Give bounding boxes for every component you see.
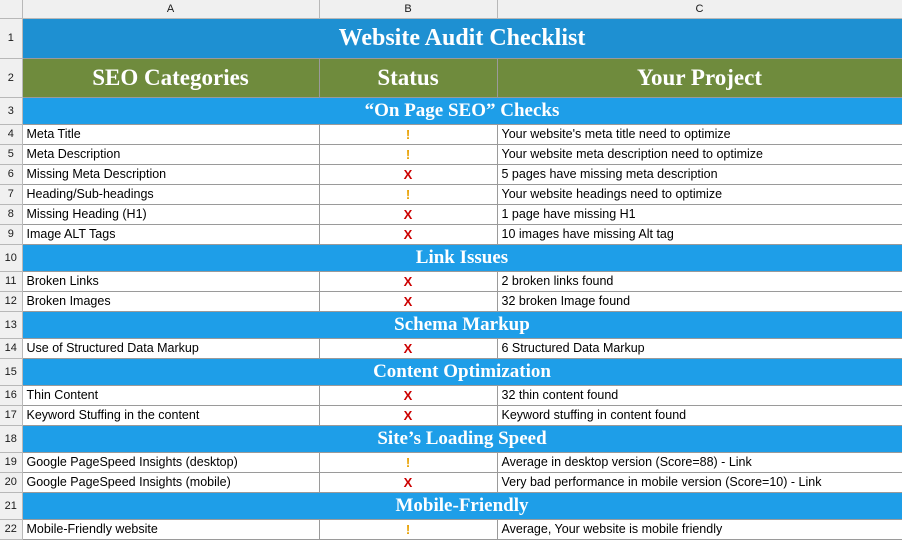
- section-header: Content Optimization: [22, 358, 902, 385]
- row-number[interactable]: 8: [0, 204, 22, 224]
- column-header-c[interactable]: C: [497, 0, 902, 18]
- sheet-title: Website Audit Checklist: [22, 18, 902, 58]
- warning-icon: !: [405, 454, 411, 470]
- category-cell[interactable]: Missing Heading (H1): [22, 204, 319, 224]
- project-note-cell[interactable]: Keyword stuffing in content found: [497, 405, 902, 425]
- table-row: [0, 204, 902, 224]
- warning-icon: !: [405, 146, 411, 162]
- table-row: [0, 144, 902, 164]
- table-row: [0, 492, 902, 519]
- table-row: [0, 405, 902, 425]
- row-number[interactable]: 10: [0, 244, 22, 271]
- row-number[interactable]: 11: [0, 271, 22, 291]
- project-note-cell[interactable]: Your website's meta title need to optimize: [497, 124, 902, 144]
- column-header-b[interactable]: B: [319, 0, 497, 18]
- category-cell[interactable]: Missing Meta Description: [22, 164, 319, 184]
- row-number[interactable]: 22: [0, 519, 22, 539]
- category-cell[interactable]: Meta Title: [22, 124, 319, 144]
- project-note-cell[interactable]: 5 pages have missing meta description: [497, 164, 902, 184]
- category-cell[interactable]: Meta Description: [22, 144, 319, 164]
- section-header: “On Page SEO” Checks: [22, 97, 902, 124]
- category-cell[interactable]: Mobile-Friendly website: [22, 519, 319, 539]
- status-cell[interactable]: [319, 472, 497, 492]
- row-number[interactable]: 20: [0, 472, 22, 492]
- table-row: [0, 519, 902, 539]
- project-note-cell[interactable]: 32 thin content found: [497, 385, 902, 405]
- project-note-cell[interactable]: Your website headings need to optimize: [497, 184, 902, 204]
- status-cell[interactable]: [319, 519, 497, 539]
- row-number[interactable]: 3: [0, 97, 22, 124]
- category-cell[interactable]: Google PageSpeed Insights (desktop): [22, 452, 319, 472]
- table-row: [0, 425, 902, 452]
- category-cell[interactable]: Image ALT Tags: [22, 224, 319, 244]
- cross-icon: X: [403, 340, 413, 356]
- table-row: [0, 358, 902, 385]
- table-row: [0, 58, 902, 97]
- status-cell[interactable]: [319, 144, 497, 164]
- table-row: [0, 271, 902, 291]
- table-row: [0, 472, 902, 492]
- cross-icon: X: [403, 226, 413, 242]
- project-note-cell[interactable]: 6 Structured Data Markup: [497, 338, 902, 358]
- table-row: [0, 164, 902, 184]
- table-row: [0, 385, 902, 405]
- category-cell[interactable]: Broken Images: [22, 291, 319, 311]
- row-number[interactable]: 19: [0, 452, 22, 472]
- column-title-a: SEO Categories: [22, 58, 319, 97]
- row-number[interactable]: 4: [0, 124, 22, 144]
- row-number[interactable]: 7: [0, 184, 22, 204]
- project-note-cell[interactable]: 10 images have missing Alt tag: [497, 224, 902, 244]
- row-number[interactable]: 16: [0, 385, 22, 405]
- project-note-cell[interactable]: Very bad performance in mobile version (Score=10) - Link: [497, 472, 902, 492]
- project-note-cell[interactable]: 32 broken Image found: [497, 291, 902, 311]
- column-header-row: [0, 0, 902, 18]
- row-number[interactable]: 9: [0, 224, 22, 244]
- warning-icon: !: [405, 521, 411, 537]
- project-note-cell[interactable]: Your website meta description need to optimize: [497, 144, 902, 164]
- warning-icon: !: [405, 186, 411, 202]
- table-row: [0, 18, 902, 58]
- status-cell[interactable]: [319, 164, 497, 184]
- table-row: [0, 311, 902, 338]
- section-header: Site’s Loading Speed: [22, 425, 902, 452]
- table-row: [0, 244, 902, 271]
- project-note-cell[interactable]: 1 page have missing H1: [497, 204, 902, 224]
- category-cell[interactable]: Thin Content: [22, 385, 319, 405]
- status-cell[interactable]: [319, 124, 497, 144]
- table-row: [0, 291, 902, 311]
- category-cell[interactable]: Use of Structured Data Markup: [22, 338, 319, 358]
- row-number[interactable]: 1: [0, 18, 22, 58]
- row-number[interactable]: 21: [0, 492, 22, 519]
- category-cell[interactable]: Google PageSpeed Insights (mobile): [22, 472, 319, 492]
- category-cell[interactable]: Broken Links: [22, 271, 319, 291]
- status-cell[interactable]: [319, 385, 497, 405]
- cross-icon: X: [403, 474, 413, 490]
- project-note-cell[interactable]: 2 broken links found: [497, 271, 902, 291]
- row-number[interactable]: 13: [0, 311, 22, 338]
- row-number[interactable]: 6: [0, 164, 22, 184]
- status-cell[interactable]: [319, 452, 497, 472]
- cross-icon: X: [403, 387, 413, 403]
- table-row: [0, 124, 902, 144]
- row-number[interactable]: 12: [0, 291, 22, 311]
- cross-icon: X: [403, 166, 413, 182]
- column-title-c: Your Project: [497, 58, 902, 97]
- category-cell[interactable]: Keyword Stuffing in the content: [22, 405, 319, 425]
- row-number[interactable]: 2: [0, 58, 22, 97]
- row-number[interactable]: 17: [0, 405, 22, 425]
- status-cell[interactable]: [319, 184, 497, 204]
- project-note-cell[interactable]: Average, Your website is mobile friendly: [497, 519, 902, 539]
- cross-icon: X: [403, 407, 413, 423]
- status-cell[interactable]: [319, 405, 497, 425]
- status-cell[interactable]: [319, 291, 497, 311]
- section-header: Schema Markup: [22, 311, 902, 338]
- table-row: [0, 97, 902, 124]
- select-all-corner[interactable]: [0, 0, 22, 18]
- row-number[interactable]: 14: [0, 338, 22, 358]
- table-row: [0, 184, 902, 204]
- table-row: [0, 338, 902, 358]
- status-cell[interactable]: [319, 224, 497, 244]
- row-number[interactable]: 5: [0, 144, 22, 164]
- status-cell[interactable]: [319, 271, 497, 291]
- row-number[interactable]: 15: [0, 358, 22, 385]
- project-note-cell[interactable]: Average in desktop version (Score=88) - Link: [497, 452, 902, 472]
- table-row: [0, 224, 902, 244]
- warning-icon: !: [405, 126, 411, 142]
- cross-icon: X: [403, 206, 413, 222]
- section-header: Link Issues: [22, 244, 902, 271]
- category-cell[interactable]: Heading/Sub-headings: [22, 184, 319, 204]
- row-number[interactable]: 18: [0, 425, 22, 452]
- section-header: Mobile-Friendly: [22, 492, 902, 519]
- table-row: [0, 452, 902, 472]
- cross-icon: X: [403, 293, 413, 309]
- status-cell[interactable]: [319, 338, 497, 358]
- cross-icon: X: [403, 273, 413, 289]
- status-cell[interactable]: [319, 204, 497, 224]
- column-header-a[interactable]: A: [22, 0, 319, 18]
- column-title-b: Status: [319, 58, 497, 97]
